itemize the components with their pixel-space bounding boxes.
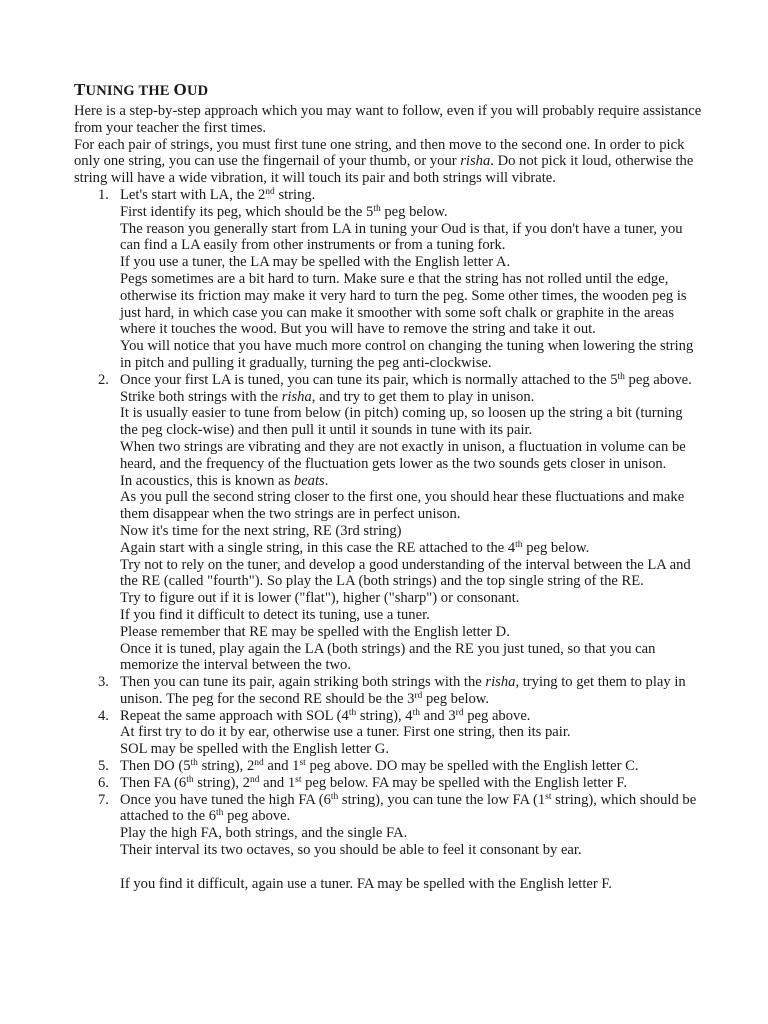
text-run: First identify its peg, which should be the 5	[120, 203, 374, 220]
text-run: string), 2	[197, 758, 255, 775]
text-run: and 3	[419, 707, 456, 724]
text-run: Then DO (5	[120, 758, 191, 775]
italic-term: risha	[281, 388, 312, 405]
step-7	[74, 792, 704, 893]
step-number: 3.	[98, 674, 109, 691]
text-run: . Do not pick it loud, otherwise the string will have a wide vibration, it will touch its pair and both strings will vibrate.	[74, 153, 694, 187]
text-run: peg above.	[223, 808, 291, 825]
step-line	[120, 473, 704, 490]
step-line: Try to figure out if it is lower ("flat"), higher ("sharp") or consonant.	[120, 590, 520, 607]
step-line	[120, 758, 704, 775]
text-run: string), 2	[193, 774, 250, 791]
text-run: Again start with a single string, in this case the RE attached to the 4	[120, 539, 516, 556]
step-line: Play the high FA, both strings, and the single FA.	[120, 825, 408, 842]
italic-term: risha	[485, 674, 516, 691]
text-run: For each pair of strings, you must first tune one string, and then move to the second one. In order to pick only one string, you can use the fingernail of your thumb, or your	[74, 136, 685, 170]
step-line: When two strings are vibrating and they are not exactly in unison, a fluctuation in volume can be heard, and the frequency of the fluctuation gets lower as the two sounds gets closer in unison.	[120, 438, 686, 472]
step-line	[120, 204, 704, 221]
superscript: th	[373, 203, 381, 214]
text-run: and 1	[259, 774, 296, 791]
blank-line	[120, 859, 704, 876]
step-line: You will notice that you have much more control on changing the tuning when lowering the string in pitch and pulling it gradually, turning the peg anti-clockwise.	[120, 338, 694, 371]
superscript: th	[348, 707, 357, 718]
superscript: st	[299, 758, 306, 769]
step-line	[120, 372, 704, 406]
text-run: peg below.	[380, 203, 448, 220]
text-run: .	[324, 472, 329, 489]
superscript: th	[216, 808, 224, 819]
step-6	[74, 775, 704, 792]
step-line	[120, 674, 704, 708]
text-run: and 1	[263, 758, 300, 775]
superscript: st	[545, 791, 552, 802]
text-run: string), you can tune the low FA (1	[338, 791, 546, 808]
step-2	[74, 372, 704, 674]
text-run: string.	[274, 186, 316, 203]
superscript: rd	[414, 690, 423, 701]
superscript: th	[515, 539, 523, 550]
step-number: 2.	[98, 371, 109, 388]
step-line	[120, 775, 704, 792]
superscript: st	[295, 774, 302, 785]
page-title	[74, 78, 704, 103]
text-run: peg above. DO may be spelled with the English letter C.	[305, 758, 639, 775]
step-line: It is usually easier to tune from below (in pitch) coming up, so loosen up the string a bit (turning the peg clock-wise) and then pull it until it sounds in tune with its pair.	[120, 405, 683, 439]
superscript: nd	[249, 774, 260, 785]
text-run: peg below. FA may be spelled with the English letter F.	[301, 774, 627, 791]
text-run: peg above.	[463, 707, 531, 724]
superscript: th	[412, 707, 420, 718]
step-number: 6.	[98, 774, 109, 791]
step-line	[120, 792, 704, 826]
step-5	[74, 758, 704, 775]
text-run: string), 4	[356, 707, 413, 724]
superscript: th	[617, 371, 625, 382]
superscript: rd	[455, 707, 464, 718]
step-4	[74, 708, 704, 758]
title-part: UD	[186, 83, 209, 99]
step-line: Now it's time for the next string, RE (3rd string)	[120, 522, 402, 539]
step-line	[120, 187, 704, 204]
step-line	[120, 708, 704, 725]
superscript: th	[190, 758, 198, 769]
steps-list	[74, 187, 704, 892]
text-run: , trying to get them to play in unison. The peg for the second RE should be the 3	[120, 674, 686, 707]
step-line: Please remember that RE may be spelled with the English letter D.	[120, 623, 510, 640]
step-line: SOL may be spelled with the English letter G.	[120, 741, 389, 758]
superscript: nd	[265, 186, 275, 197]
text-run: Then FA (6	[120, 774, 187, 791]
text-run: Then you can tune its pair, again striking both strings with the	[120, 674, 486, 691]
step-line: As you pull the second string closer to the first one, you should hear these fluctuations and make them disappear when the two strings are in perfect unison.	[120, 489, 685, 523]
step-line: Try not to rely on the tuner, and develop a good understanding of the interval between the LA and the RE (called "fourth"). So play the LA (both strings) and the top single string of the RE.	[120, 556, 691, 590]
text-run: In acoustics, this is known as	[120, 472, 294, 489]
text-run: Let's start with LA, the 2	[120, 186, 266, 203]
superscript: nd	[254, 758, 264, 769]
step-line: If you find it difficult to detect its tuning, use a tuner.	[120, 606, 430, 623]
text-run: peg below.	[522, 539, 590, 556]
step-number: 7.	[98, 791, 109, 808]
step-line: Pegs sometimes are a bit hard to turn. Make sure e that the string has not rolled until the edge, otherwise its friction may make it very hard to turn the peg. Some other times, the wooden peg is just hard, in which case you can make it smoother with some soft chalk or graphite in the areas where it touches the wood. But you will have to remove the string and take it out.	[120, 270, 687, 338]
intro-paragraph-1: Here is a step-by-step approach which you may want to follow, even if you will probably require assistance from your teacher the first times.	[74, 103, 702, 136]
step-number: 1.	[98, 186, 109, 203]
text-run: Once your first LA is tuned, you can tune its pair, which is normally attached to the 5	[120, 371, 618, 388]
step-line: If you use a tuner, the LA may be spelled with the English letter A.	[120, 254, 511, 271]
step-line: Their interval its two octaves, so you should be able to feel it consonant by ear.	[120, 842, 582, 859]
title-part: O	[173, 80, 187, 99]
step-line: At first try to do it by ear, otherwise use a tuner. First one string, then its pair.	[120, 724, 571, 741]
superscript: th	[186, 774, 194, 785]
step-line: The reason you generally start from LA in tuning your Oud is that, if you don't have a tuner, you can find a LA easily from other instruments or from a tuning fork.	[120, 220, 683, 254]
text-run: string), which should be attached to the 6	[120, 791, 697, 825]
step-1	[74, 187, 704, 372]
step-line: Once it is tuned, play again the LA (both strings) and the RE you just tuned, so that you can memorize the interval between the two.	[120, 640, 656, 674]
step-number: 4.	[98, 707, 109, 724]
italic-term: risha	[460, 153, 491, 170]
step-3	[74, 674, 704, 708]
step-line: If you find it difficult, again use a tuner. FA may be spelled with the English letter F.	[120, 875, 612, 892]
superscript: th	[330, 791, 339, 802]
title-part: UNING THE	[85, 83, 174, 99]
title-part: T	[74, 80, 86, 99]
text-run: peg below.	[422, 690, 490, 707]
text-run: Once you have tuned the high FA (6	[120, 791, 331, 808]
step-line	[120, 540, 704, 557]
text-run: peg above. Strike both strings with the	[120, 371, 692, 405]
intro-paragraph-2	[74, 137, 704, 187]
italic-term: beats	[293, 472, 325, 489]
text-run: , and try to get them to play in unison.	[311, 388, 535, 405]
text-run: Repeat the same approach with SOL (4	[120, 707, 349, 724]
document-page	[74, 78, 704, 892]
step-number: 5.	[98, 758, 109, 775]
